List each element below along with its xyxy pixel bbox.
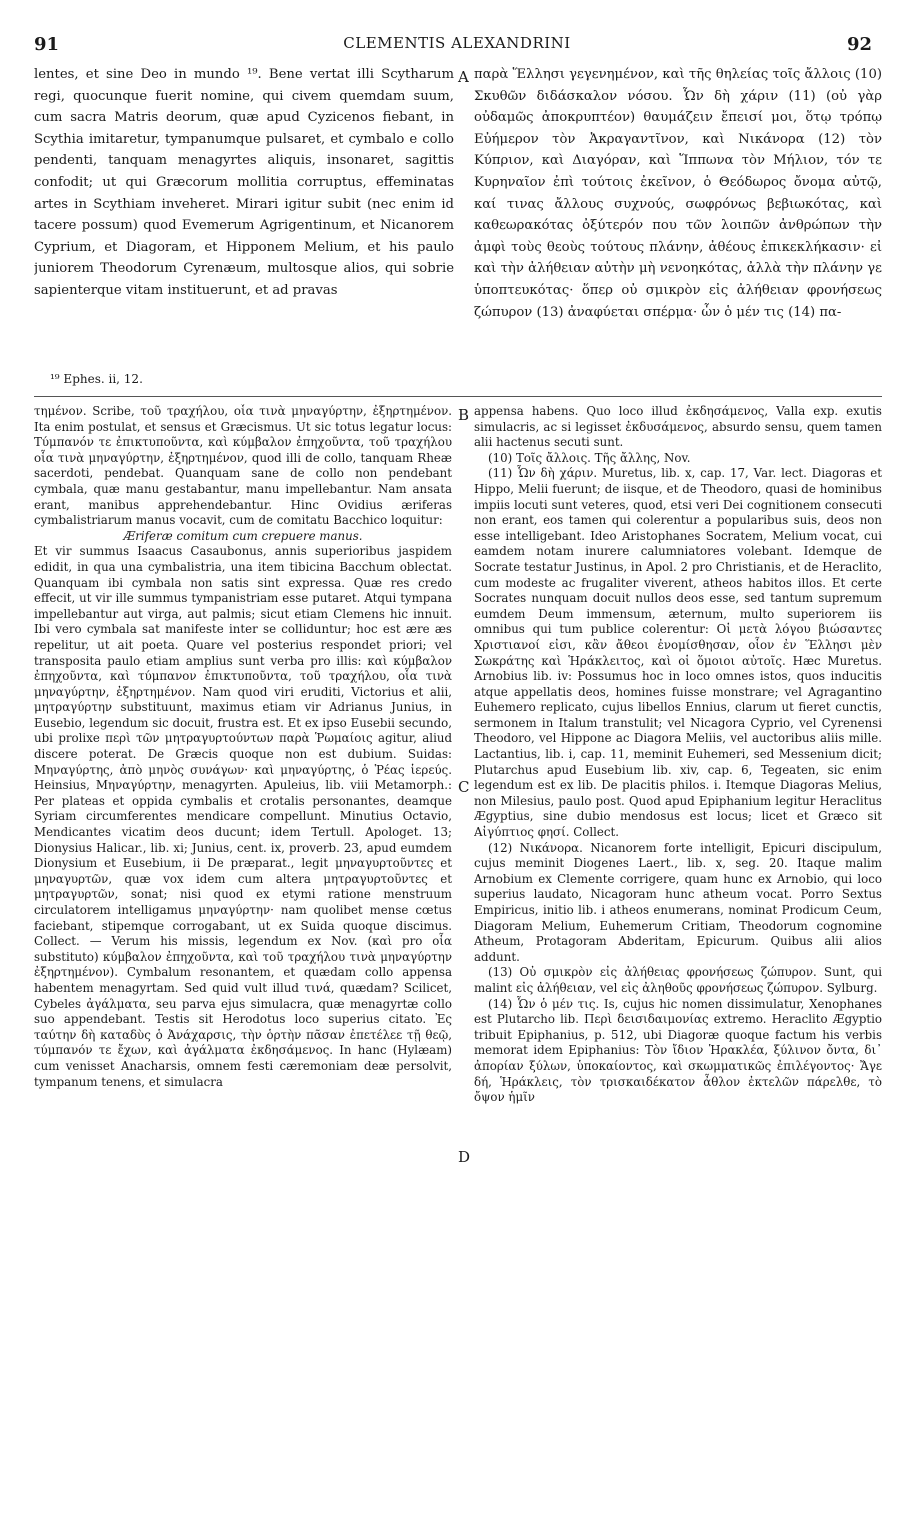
note-14: (14) Ὧν ὁ μέν τις. Is, cujus hic nomen dissimulatur, Xenophanes est Plutarcho lib. Περὶ δεισιδαιμονίας extremo. Heraclito Ægyptio tribuit Epiphanius, p. 512, ubi Diagoræ quoque factum his verbis memorat idem Epiphanius: Τὸν ἴδιον Ἡρακλέα, ξύλινον ὄντα, δι᾽ ἀπορίαν ξύλων, ὑποκαίοντος, καὶ σκωμματικῶς ἐπιλέγοντος· Ἄγε δή, Ἡράκλεις, τὸν τρισκαιδέκατον ἆθλον ἐκτελῶν πάρελθε, τὸ ὄψον ἡμῖν (474, 996, 882, 1105)
note-13: (13) Οὐ σμικρὸν εἰς ἀλήθειας φρονήσεως ζώπυρον. Sunt, qui malint εἰς ἀλήθειαν, vel εἰς ἀληθοῦς φρονήσεως ζώπυρον. Sylburg. (474, 965, 882, 995)
greek-main-text (474, 64, 882, 384)
page-number-left: 91 (34, 34, 60, 55)
note-left-bottom: Et vir summus Isaacus Casaubonus, annis superioribus jaspidem edidit, in qua una cymbalistria, una item tibicina Bacchum oblectat. Quanquam ibi cymbala non satis sint expressa. Quæ res credo effecit, ut vir ille summus tympanistriam esse putaret. Atqui tympana impellebantur aut virga, aut palmis; sicut etiam Clemens hic innuit. Ibi vero cymbala sat manifeste inter se colliduntur; hoc est ære æs repelitur, ut ait poeta. Quare vel posterius respondet priori; vel transposita paulo etiam amplius sunt verba pro illis: καὶ κύμβαλον ἐπηχοῦντα, καὶ τύμπανον ἐπικτυποῦντα, τοῦ τραχήλου, οἷα τινὰ μηναγύρτην, ἐξηρτημένον. Nam quod viri eruditi, Victorius et alii, μητραγύρτην substituunt, maximus etiam vir Adrianus Junius, in Eusebio, legendum sic docuit, frustra est. Et ex ipso Eusebii secundo, ubi prolixe περὶ τῶν μητραγυρτούντων παρὰ Ῥωμαίοις agitur, aliud discere poterat. De Græcis quoque non est dubium. Suidas: Μηναγύρτης, ἀπὸ μηνὸς συνάγων· καὶ μηναγύρτης, ὁ Ῥέας ἱερεύς. Heinsius, Μηναγύρτην, menagyrten. Apuleius, lib. viii Metamorph.: Per plateas et oppida cymbalis et crotalis personantes, deamque Syriam circumferentes mendicare compellunt. Minutius Octavio, Mendicantes vicatim deos ducunt; idem Tertull. Apologet. 13; Dionysius Halicar., lib. xi; Junius, cent. ix, proverb. 23, apud eumdem Dionysium et Eusebium, ii De præparat., legit μηναγυρτοῦντες et μηναγυρτῶν, quæ vox idem cum altera μητραγυρτοῦντες et μητραγυρτῶν, sonat; nisi quod ex etymi ratione menstruum circulatorem intelligamus μηναγύρτην· nam quolibet mense cœtus faciebant, stipemque corrogabant, ut ex Suida quoque discimus. Collect. — Verum his missis, legendum ex Nov. (καὶ pro οἷα substituto) κύμβαλον ἐπηχοῦντα, καὶ τοῦ τραχήλου τινὰ μηναγύρτην ἐξηρτημένον). Cymbalum resonantem, et quædam collo appensa habentem menagyrtam. Sed quid vult illud τινά, quædam? Scilicet, Cybeles ἀγάλματα, seu parva ejus simulacra, quæ menagyrtæ collo suo appendebant. Testis sit Herodotus loco superius citato. Ἐς ταύτην δὴ καταδὺς ὁ Ἀνάχαρσις, τὴν ὁρτὴν πᾶσαν ἐπετέλεε τῇ θεῷ, τύμπανόν τε ἔχων, καὶ ἀγάλματα ἐκδησάμενος. In hanc (Hylæam) cum venisset Anacharsis, omnem festi cæremoniam deæ persolvit, tympanum tenens, et simulacra (34, 544, 452, 1089)
running-header (0, 20, 914, 55)
latin-main-paragraph: lentes, et sine Deo in mundo ¹⁹. Bene vertat illi Scytharum regi, quocunque fuerit nomine, qui civem quemdam suum, cum sacra Matris deorum, quæ apud Cyzicenos fiebant, in Scythia imitaretur, tympanumque pulsaret, et cymbalo e collo pendenti, tanquam menagyrtes aliquis, insonaret, sagittis confodit; ut qui Græcorum mollitia corruptus, effeminatas artes in Scythiam inveheret. Mirari igitur subit (nec enim id tacere possum) quod Evemerum Agrigentinum, et Nicanorem Cyprium, et Diagoram, et Hipponem Melium, et his paulo juniorem Theodorum Cyrenæum, multosque alios, qui sobrie sapienterque vitam instituerunt, et ad pravas (34, 67, 454, 298)
note-right-continuation: appensa habens. Quo loco illud ἐκδησάμενος, Valla exp. exutis simulacris, ac si legisset ἐκδυσάμενος, absurdo sensu, quem tamen alii hactenus secuti sunt. (474, 404, 882, 450)
margin-letter-a: A (458, 68, 469, 86)
margin-letter-b: B (458, 406, 470, 424)
note-left-top: τημένον. Scribe, τοῦ τραχήλου, οἷα τινὰ μηναγύρτην, ἐξηρτημένον. Ita enim postulat, et sensus et Græcismus. Ut sic totus legatur locus: Τύμπανόν τε ἐπικτυποῦντα, καὶ κύμβαλον ἐπηχοῦντα, τοῦ τραχήλου οἷα τινὰ μηναγύρτην, ἐξηρτημένον, quod illi de collo, tanquam Rheæ sacerdoti, pendebat. Quanquam sane de collo non pendebant cymbala, quæ manu gestabantur, manu impellebantur. Nam ansata erant, manibus apprehendebantur. Hinc Ovidius æriferas cymbalistriarum manus vocavit, cum de comitatu Bacchico loquitur: (34, 404, 452, 528)
greek-main-paragraph: παρὰ Ἕλλησι γεγενημένον, καὶ τῆς θηλείας τοῖς ἄλλοις (10) Σκυθῶν διδάσκαλον νόσου. Ὧν δὴ χάριν (11) (οὐ γὰρ οὐδαμῶς ἀποκρυπτέον) θαυμάζειν ἔπεισί μοι, ὅτῳ τρόπῳ Εὐήμερον τὸν Ἀκραγαντῖνον, καὶ Νικάνορα (12) τὸν Κύπριον, καὶ Διαγόραν, καὶ Ἵππωνα τὸν Μήλιον, τόν τε Κυρηναῖον ἐπὶ τούτοις ἐκεῖνον, ὁ Θεόδωρος ὄνομα αὐτῷ, καί τινας ἄλλους συχνούς, σωφρόνως βεβιωκότας, καὶ καθεωρακότας ὀξύτερόν που τῶν λοιπῶν ἀνθρώπων τὴν ἀμφὶ τοὺς θεοὺς τούτους πλάνην, ἀθέους ἐπικεκλήκασιν· εἰ καὶ τὴν ἀλήθειαν αὐτὴν μὴ νενοηκότας, ἀλλὰ τὴν πλάνην γε ὑποπτευκότας· ὅπερ οὐ σμικρὸν εἰς ἀλήθειαν φρονήσεως ζώπυρον (13) ἀναφύεται σπέρμα· ὧν ὁ μέν τις (14) πα- (474, 67, 882, 320)
page-number-right: 92 (846, 34, 872, 55)
note-11: (11) Ὧν δὴ χάριν. Muretus, lib. x, cap. 17, Var. lect. Diagoras et Hippo, Melii fuerunt; de iisque, et de Theodoro, quasi de hominibus impiis locuti sunt veteres, quod, etsi veri Dei cognitionem consecuti non erant, eos tamen qui colerentur a popularibus suis, deos non esse intelligebant. Ideo Aristophanes Socratem, Melium vocat, cui eamdem notam inurere calumniatores volebant. Idemque de Socrate testatur Justinus, in Apol. 2 pro Christianis, et de Heraclito, cum modeste ac frugaliter viverent, atheos habitos illos. Et certe Socrates nunquam docuit nullos deos esse, sed tantum supremum eumdem Deum immensum, æternum, multo superiorem iis omnibus qui tum publice colerentur: Οἱ μετὰ λόγου βιώσαντες Χριστιανοί εἰσι, κἂν ἄθεοι ἐνομίσθησαν, οἷον ἐν Ἕλλησι μὲν Σωκράτης καὶ Ἡράκλειτος, καὶ οἱ ὅμοιοι αὐτοῖς. Hæc Muretus. Arnobius lib. iv: Possumus hoc in loco omnes istos, quos inducitis atque appellatis deos, homines fuisse monstrare; vel Agragantino Euhemero replicato, cujus libellos Ennius, clarum ut fieret cunctis, sermonem in Italum transtulit; vel Nicagora Cyprio, vel Cyrenensi Theodoro, vel Hippone ac Diagora Meliis, vel auctoribus aliis mille. Lactantius, lib. i, cap. 11, meminit Euhemeri, sed Messenium dicit; Plutarchus apud Eusebium lib. xiv, cap. 6, Tegeaten, sic enim legendum est ex lib. De placitis philos. i. Itemque Diagoras Melius, non Milesius, paulo post. Quod apud Epiphanium legitur Heraclitus Ægyptius, sine dubio mendosus est locus; licet et Græco sit Αἰγύπτιος φησί. Collect. (474, 466, 882, 840)
note-12: (12) Νικάνορα. Nicanorem forte intelligit, Epicuri discipulum, cujus meminit Diogenes Laert., lib. x, seg. 20. Itaque malim Arnobium ex Clemente corrigere, quam hunc ex Arnobio, qui loco superius laudato, Nicagoram hunc atheum vocat. Porro Sextus Empiricus, initio lib. i atheos enumerans, nominat Prodicum Ceum, Diagoram Melium, Euhemerum Critiam, Theodorum cognomine Atheum, Protagoram Abderitam, Epicurum. Quibus alii alios addunt. (474, 840, 882, 964)
note-10: (10) Τοῖς ἄλλοις. Τῆς ἄλλης, Nov. (488, 450, 691, 465)
margin-letter-d: D (458, 1148, 471, 1166)
notes-separator (34, 396, 882, 397)
footnote-19: ¹⁹ Ephes. ii, 12. (50, 372, 143, 386)
notes-right-column (474, 404, 882, 1526)
latin-main-text (34, 64, 454, 384)
ovid-verse: Æriferæ comitum cum crepuere manus. (123, 528, 363, 543)
margin-letter-c: C (458, 778, 470, 796)
running-title: CLEMENTIS ALEXANDRINI (343, 34, 571, 52)
notes-left-column (34, 404, 452, 1526)
